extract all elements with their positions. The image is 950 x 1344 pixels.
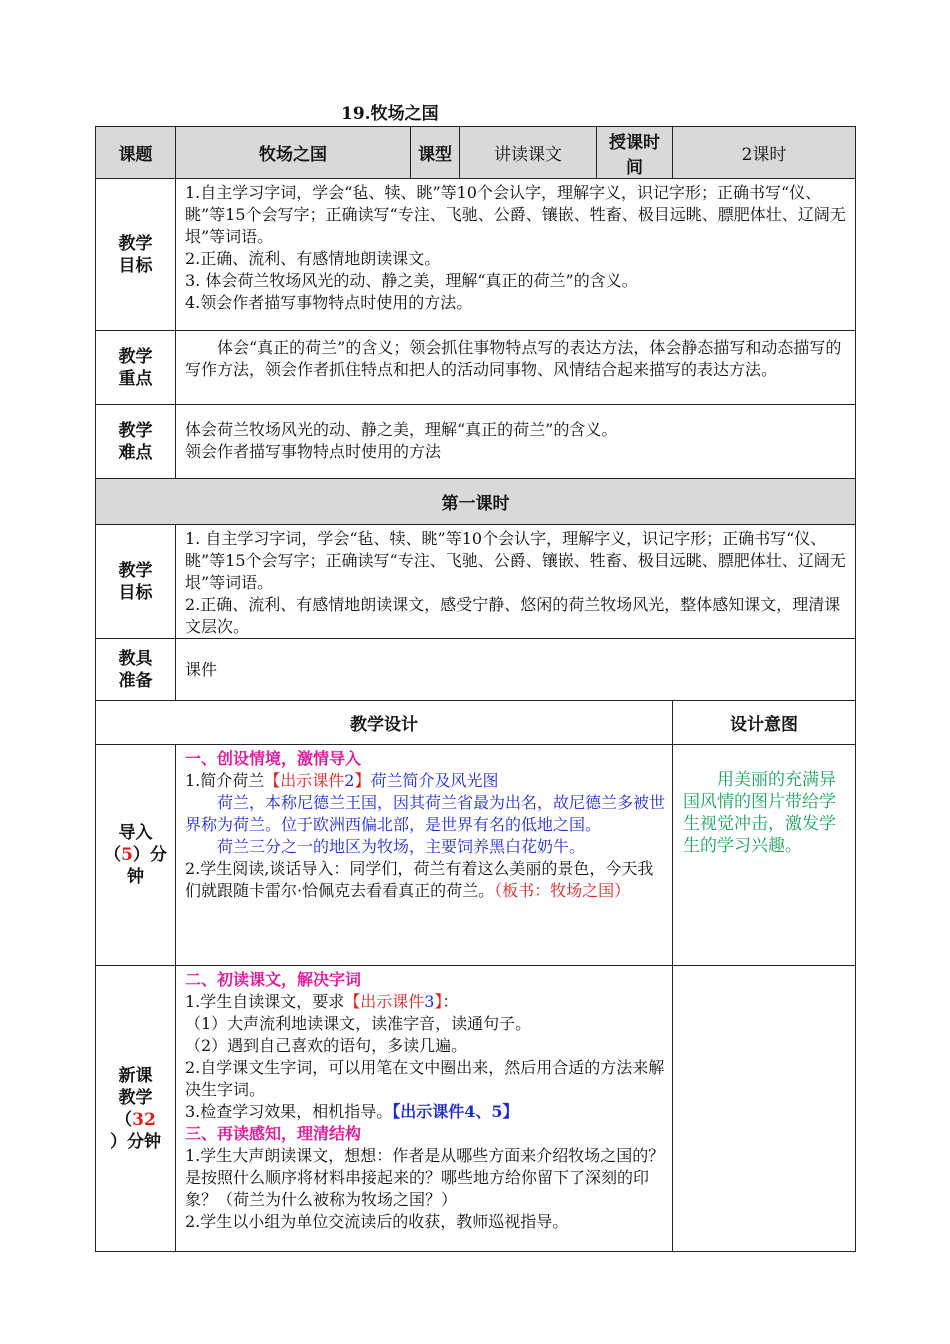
topic-label: 课题 bbox=[96, 127, 176, 179]
objective-item: 3. 体会荷兰牧场风光的动、静之美，理解“真正的荷兰”的含义。 bbox=[185, 271, 638, 290]
intro-row bbox=[96, 745, 856, 966]
lesson-plan-table bbox=[95, 126, 856, 1252]
new-lesson-row bbox=[96, 966, 856, 1252]
intent-column-header: 设计意图 bbox=[673, 701, 856, 745]
first-lesson-title: 第一课时 bbox=[96, 479, 856, 525]
objective-item: 2.正确、流利、有感情地朗读课文。 bbox=[185, 249, 441, 268]
new-lesson-step3 bbox=[185, 1101, 668, 1123]
objectives-content bbox=[176, 179, 856, 331]
key-points-text: 体会“真正的荷兰”的含义；领会抓住事物特点写的表达方法，体会静态描写和动态描写的写作方法，领会作者抓住特点和把人的活动同事物、风情结合起来描写的表达方法。 bbox=[185, 338, 842, 379]
new-lesson-step1 bbox=[185, 991, 668, 1013]
lesson1-objectives-label: 教学目标 bbox=[96, 525, 176, 639]
new-lesson-step4: 1.学生大声朗读课文，想想：作者是从哪些方面来介绍牧场之国的？是按照什么顺序将材料串接起来的？哪些地方给你留下了深刻的印象？（荷兰为什么被称为牧场之国？） bbox=[185, 1146, 665, 1209]
new-lesson-heading1: 二、初读课文，解决字词 bbox=[185, 970, 362, 989]
intro-step1 bbox=[185, 770, 668, 792]
difficulties-row bbox=[96, 405, 856, 479]
new-lesson-label-a: 新课 bbox=[118, 1065, 153, 1086]
difficulties-content bbox=[176, 405, 856, 479]
ppt-tag-num: 2 bbox=[344, 771, 355, 790]
design-column-header: 教学设计 bbox=[96, 701, 673, 745]
intro-heading: 一、创设情境，激情导入 bbox=[185, 749, 362, 768]
type-value: 讲读课文 bbox=[460, 127, 597, 179]
new-lesson-step1-text: 1.学生自读课文，要求 bbox=[185, 992, 345, 1011]
new-lesson-step2: 2.自学课文生字词，可以用笔在文中圈出来，然后用合适的方法来解决生字词。 bbox=[185, 1058, 665, 1099]
ppt-tag-open: 【出示课件 bbox=[264, 771, 345, 790]
design-header-row bbox=[96, 701, 856, 745]
intro-label-a: 导入 bbox=[118, 823, 153, 843]
intro-content bbox=[176, 745, 673, 966]
difficulties-label: 教学难点 bbox=[96, 405, 176, 479]
key-points-content bbox=[176, 331, 856, 405]
key-points-row bbox=[96, 331, 856, 405]
intro-label-b: 钟 bbox=[127, 867, 144, 887]
document-title: 19.牧场之国 bbox=[341, 104, 439, 124]
topic-value: 牧场之国 bbox=[176, 127, 411, 179]
tools-row bbox=[96, 639, 856, 701]
intro-para1: 荷兰，本称尼德兰王国，因其荷兰省最为出名，故尼德兰多被世界称为荷兰。位于欧洲西偏北部，是世界有名的低地之国。 bbox=[185, 793, 666, 834]
new-lesson-label bbox=[96, 966, 176, 1252]
new-lesson-sub2: （2）遇到自己喜欢的语句，多读几遍。 bbox=[185, 1036, 468, 1055]
objective-item: 4.领会作者描写事物特点时使用的方法。 bbox=[185, 293, 473, 312]
intro-para2: 荷兰三分之一的地区为牧场，主要饲养黑白花奶牛。 bbox=[217, 837, 586, 856]
lesson1-objectives-content bbox=[176, 525, 856, 639]
new-lesson-sub1: （1）大声流利地读课文，读准字音，读通句子。 bbox=[185, 1014, 532, 1033]
lesson1-objectives-row bbox=[96, 525, 856, 639]
new-lesson-heading2: 三、再读感知，理清结构 bbox=[185, 1124, 362, 1143]
hours-value: 2课时 bbox=[673, 127, 856, 179]
intro-minutes: 5 bbox=[121, 845, 133, 865]
ppt-tag-close: 】 bbox=[354, 771, 371, 790]
tools-label: 教具准备 bbox=[96, 639, 176, 701]
objectives-label: 教学目标 bbox=[96, 179, 176, 331]
ppt-tag-open: 【出示课件 bbox=[344, 992, 425, 1011]
ppt-tag: 【出示课件4、5】 bbox=[392, 1102, 519, 1121]
objective-item: 1.自主学习字词，学会“毡、犊、眺”等10个会认字，理解字义，识记字形；正确书写“仪、眺”等15个会写字；正确读写“专注、飞驰、公爵、镶嵌、牲畜、极目远眺、膘肥体壮、辽阔无垠”等词语。 bbox=[185, 183, 846, 246]
intro-step1-suffix: 荷兰简介及风光图 bbox=[370, 771, 499, 790]
tools-value: 课件 bbox=[176, 639, 856, 701]
difficulty-item: 体会荷兰牧场风光的动、静之美，理解“真正的荷兰”的含义。 bbox=[185, 420, 618, 439]
lesson1-objective-item: 1. 自主学习字词，学会“毡、犊、眺”等10个会认字，理解字义，识记字形；正确书写“仪、眺”等15个会写字；正确读写“专注、飞驰、公爵、镶嵌、牲畜、极目远眺、膘肥体壮、辽阔无垠”等词语。 bbox=[185, 529, 846, 592]
board-note: （板书：牧场之国） bbox=[494, 881, 631, 900]
intro-step1-text: 1.简介荷兰 bbox=[185, 771, 265, 790]
intro-label-paren-close: ）分 bbox=[132, 845, 167, 865]
ppt-tag-num: 3 bbox=[424, 992, 435, 1011]
intro-step2-text: 2.学生阅读,谈话导入：同学们，荷兰有着这么美丽的景色，今天我们就跟随卡雷尔·恰佩克去看看真正的荷兰。 bbox=[185, 859, 654, 900]
new-lesson-step3-text: 3.检查学习效果，相机指导。 bbox=[185, 1102, 393, 1121]
new-lesson-label-b: 教学 bbox=[118, 1087, 153, 1108]
type-label: 课型 bbox=[411, 127, 460, 179]
intro-label bbox=[96, 745, 176, 966]
header-row bbox=[96, 127, 856, 179]
intro-intent: 用美丽的充满异国风情的图片带给学生视觉冲击，激发学生的学习兴趣。 bbox=[673, 745, 856, 966]
new-lesson-minutes: 32 bbox=[132, 1109, 156, 1130]
hours-label: 授课时间 bbox=[597, 127, 673, 179]
difficulty-item: 领会作者描写事物特点时使用的方法 bbox=[185, 442, 442, 461]
key-points-label: 教学重点 bbox=[96, 331, 176, 405]
new-lesson-step5: 2.学生以小组为单位交流读后的收获，教师巡视指导。 bbox=[185, 1212, 569, 1231]
new-lesson-step1-colon: ： bbox=[442, 992, 459, 1011]
ppt-tag-close: 】 bbox=[434, 992, 443, 1011]
objectives-row bbox=[96, 179, 856, 331]
new-lesson-intent bbox=[673, 966, 856, 1252]
new-lesson-label-c: ）分钟 bbox=[110, 1131, 161, 1152]
first-lesson-row bbox=[96, 479, 856, 525]
new-lesson-content bbox=[176, 966, 673, 1252]
lesson1-objective-item: 2.正确、流利、有感情地朗读课文，感受宁静、悠闲的荷兰牧场风光，整体感知课文，理清课文层次。 bbox=[185, 595, 841, 636]
intro-step2 bbox=[185, 858, 668, 902]
new-lesson-label-paren: （ bbox=[115, 1109, 133, 1130]
intro-label-paren: （ bbox=[104, 845, 122, 865]
